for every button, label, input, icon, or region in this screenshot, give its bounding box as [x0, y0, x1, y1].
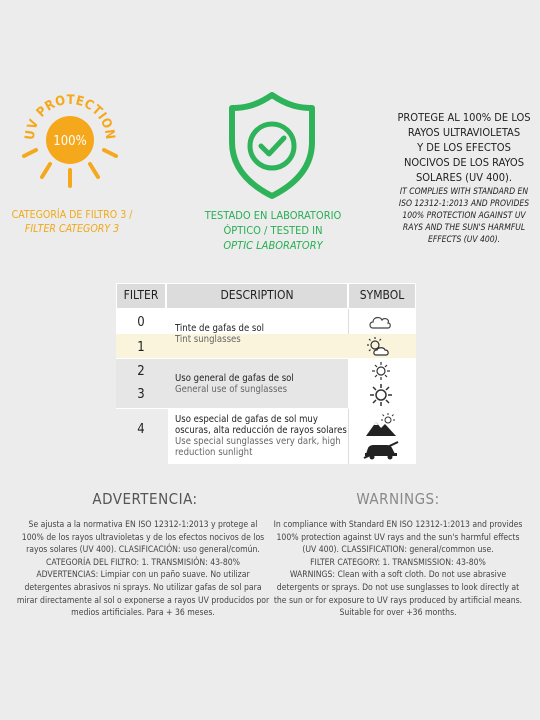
mountain-sun-icon [364, 413, 398, 437]
desc-es: Tinte de gafas de sol [175, 323, 264, 334]
protection-es-line: RAYOS ULTRAVIOLETAS [407, 126, 521, 139]
protection-en-line: ISO 12312-1:2013 AND PROVIDES [398, 199, 530, 209]
warnings-text [270, 519, 526, 620]
desc-es: Uso general de gafas de sol [175, 373, 294, 384]
desc-es-line: Uso especial de gafas de sol muy [175, 414, 318, 425]
advertencia-line: CATEGORÍA DEL FILTRO: 1. TRANSMISIÓN: 43-80% [45, 557, 241, 568]
advertencia-text [14, 519, 272, 620]
uv-percent: 100% [53, 134, 87, 149]
header-filter: FILTER [116, 283, 166, 309]
protection-es-line: NOCIVOS DE LOS RAYOS [403, 156, 524, 169]
header-symbol: SYMBOL [348, 283, 416, 309]
advertencia-line: rayos solares (UV 400). CLASIFICACIÓN: uso general/común. [26, 545, 260, 556]
desc-en-line: reduction sunlight [175, 447, 253, 458]
desc-es-line: oscuras, alta reducción de rayos solares [175, 425, 347, 436]
warnings-line: In compliance with Standard EN ISO 12312-1:2013 and provides [273, 520, 523, 530]
protection-es-line: SOLARES (UV 400). [415, 171, 513, 184]
lab-tested-line2: ÓPTICO / TESTED IN [223, 224, 323, 237]
warnings-line: the sun or for exposure to UV rays produced by artificial means. [273, 595, 523, 606]
shield-check-icon [226, 90, 318, 200]
advertencia-line: ADVERTENCIAS: Limpiar con un paño suave. No utilizar [36, 570, 250, 581]
advertencia-title: ADVERTENCIA: [92, 490, 198, 508]
warnings-line: 100% protection against UV rays and the sun's harmful effects [276, 532, 520, 543]
cloud-icon [368, 314, 392, 330]
sun-cloud-icon [366, 337, 392, 357]
desc-en-line: Use special sunglasses very dark, high [175, 436, 341, 447]
warnings-line: Suitable for over +36 months. [339, 608, 457, 619]
protection-es-line: Y DE LOS EFECTOS [417, 141, 511, 154]
row-desc-0 [170, 323, 348, 345]
filter-category-en: FILTER CATEGORY 3 [24, 223, 120, 235]
protection-en-line: IT COMPLIES WITH STANDARD EN [399, 187, 529, 197]
advertencia-line: detergentes abrasivos ni sprays. No utilizar gafas de sol para [24, 582, 262, 593]
protection-text-es [388, 110, 540, 185]
filter-num-3: 3 [137, 387, 145, 402]
row-desc-2 [170, 414, 350, 458]
protection-es-line: PROTEGE AL 100% DE LOS [397, 111, 531, 124]
protection-text-en [388, 186, 540, 246]
warnings-line: FILTER CATEGORY: 1. TRANSMISSION: 43-80% [310, 557, 486, 568]
warnings-line: WARNINGS: Clean with a soft cloth. Do not use abrasive [289, 570, 507, 581]
advertencia-line: 100% de los rayos ultravioletas y de los efectos nocivos de los [21, 532, 265, 543]
sun-icon [371, 361, 391, 381]
filter-num-0: 0 [137, 315, 145, 330]
protection-en-line: RAYS AND THE SUN'S HARMFUL [402, 223, 526, 233]
warnings-line: detergents or sprays. Do not use sunglasses to look directly at [276, 582, 520, 593]
advertencia-line: Se ajusta a la normativa EN ISO 12312-1:2013 y protege al [28, 520, 258, 530]
no-driving-icon [362, 440, 400, 460]
protection-en-line: EFFECTS (UV 400). [427, 235, 500, 245]
lab-tested-line1: TESTADO EN LABORATORIO [204, 209, 342, 222]
row-desc-1 [170, 373, 348, 395]
advertencia-line: medios artificiales. Para + 36 meses. [71, 608, 215, 619]
uv-protection-sun-icon [20, 82, 120, 194]
warnings-title: WARNINGS: [356, 490, 440, 508]
bright-sun-icon [370, 384, 392, 406]
desc-en: General use of sunglasses [175, 384, 288, 395]
filter-num-4: 4 [137, 422, 145, 437]
lab-tested-line3: OPTIC LABORATORY [223, 239, 323, 252]
desc-en: Tint sunglasses [175, 334, 241, 345]
lab-tested-lines [178, 223, 368, 253]
filter-num-2: 2 [137, 364, 145, 379]
filter-num-1: 1 [137, 340, 145, 355]
advertencia-line: mirar directamente al sol o exponerse a rayos UV producidos por [16, 595, 270, 606]
warnings-line: (UV 400). CLASSIFICATION: general/common use. [302, 545, 494, 556]
header-description: DESCRIPTION [166, 283, 348, 309]
uv-arc-text: UV PROTECTION [22, 92, 118, 141]
protection-en-line: 100% PROTECTION AGAINST UV [402, 211, 526, 221]
filter-category-es: CATEGORÍA DE FILTRO 3 / [11, 209, 133, 221]
